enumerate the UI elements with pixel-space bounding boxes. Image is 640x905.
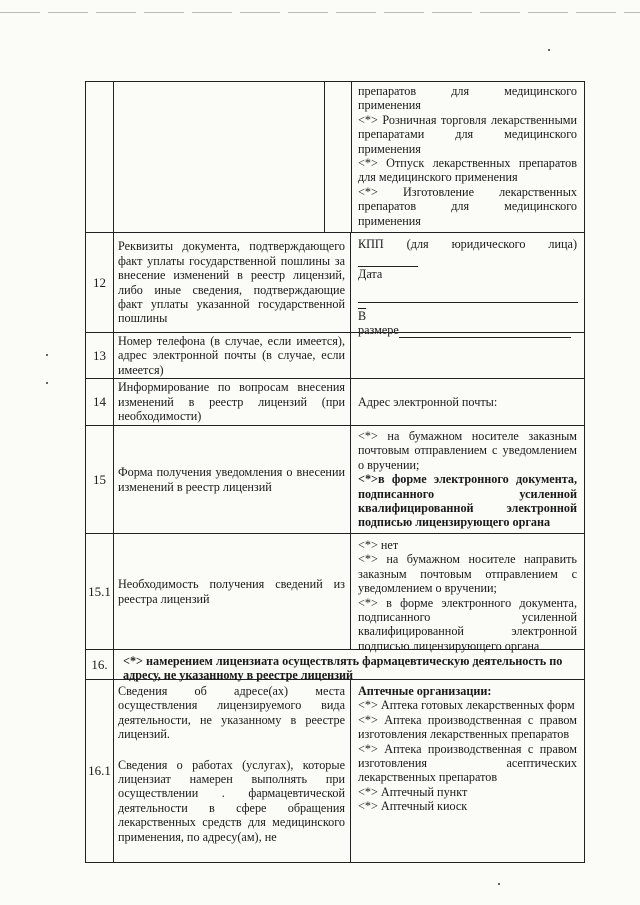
option-electronic[interactable]: <*> в форме электронного документа, подписанного усиленной квалифицированной электронной подписью лицензирующего органа [358,595,577,653]
list-item: <*> Отпуск лекарственных препаратов для медицинского применения [358,156,577,185]
pharmacy-types-cell [351,680,584,862]
row-label-cell [113,82,325,232]
form-table [85,81,585,863]
v-label: В [358,308,367,323]
row-number: 13 [86,333,114,378]
amount-field[interactable]: размере [358,323,577,338]
table-row-12 [86,233,584,338]
row-label: Номер телефона (в случае, если имеется), адрес электронной почты (в случае, если имеется) [113,333,351,378]
row-number: 12 [86,233,114,332]
table-row-16-1 [86,680,584,862]
row-number: 15 [86,426,114,533]
row-label: Реквизиты документа, подтверждающего факт уплаты государственной пошлины за внесение изменений в реестр лицензий, либо иные сведения, подтверждающие факт уплаты указанной государственной пошлины [113,233,351,332]
notification-options-cell [351,426,584,533]
table-row-13 [86,333,584,379]
row-number: 15.1 [86,534,114,649]
scan-speck [498,883,500,885]
kpp-field[interactable]: КПП (для юридического лица) [358,237,577,267]
table-row-15-1 [86,534,584,653]
row-16-text[interactable]: <*> намерением лицензиата осуществлять фармацевтическую деятельность по адресу, не указанному в реестре лицензий [123,654,563,683]
list-item[interactable]: <*> Аптека готовых лекарственных форм [358,698,575,713]
option-no[interactable]: <*> нет [358,538,399,552]
table-row-14 [86,379,584,426]
list-item: <*> Розничная торговля лекарственными препаратами для медицинского применения [358,112,577,156]
row-number: 16.1 [86,680,114,862]
scan-speck [46,354,48,356]
scan-speck [548,49,550,51]
row-number: 14 [86,379,114,425]
list-item[interactable]: <*> Аптечный пункт [358,784,468,799]
row-number-cell [86,82,114,232]
pharmacy-heading: Аптечные организации: [358,684,492,698]
list-item: препаратов для медицинского применения [358,84,577,113]
row-label: Форма получения уведомления о внесении изменений в реестр лицензий [113,426,351,533]
list-item[interactable]: <*> Аптека производственная с правом изготовления лекарственных препаратов [358,712,577,742]
row-label: Сведения об адресе(ах) места осуществления лицензируемого вида деятельности, не указанному в реестре лицензий. Сведения о работах (услугах), которые лицензиат намерен выполнять при осуществлении . фармацевтической деятельности в сфере обращения лекарственных средств для медицинского применения, по адресу(ам), не [113,680,351,862]
contact-value-cell[interactable] [351,333,584,378]
option-paper[interactable]: <*> на бумажном носителе направить заказным почтовым отправлением с уведомлением о вручении; [358,552,577,596]
row-label: Информирование по вопросам внесения изменений в реестр лицензий (при необходимости) [113,379,351,425]
row-value-cell [351,82,584,232]
date-field[interactable]: Дата [358,266,383,281]
scan-artifact-line [0,12,640,13]
table-row-16 [86,650,584,683]
payment-details-cell [351,233,584,338]
row-label: Необходимость получения сведений из реестра лицензий [113,534,351,649]
table-row-15 [86,426,584,534]
list-item[interactable]: <*> Аптечный киоск [358,799,468,814]
row-extra-cell [325,82,352,232]
list-item[interactable]: <*> Аптека производственная с правом изготовления асептических лекарственных препаратов [358,741,577,785]
registry-options-cell [351,534,584,653]
table-row-continuation [86,82,584,233]
email-value-cell[interactable]: Адрес электронной почты: [358,394,498,409]
option-paper[interactable]: <*> на бумажном носителе заказным почтовым отправлением с уведомлением о вручении; [358,429,577,472]
row-number: 16. [86,650,114,679]
scan-speck [46,382,48,384]
list-item: <*> Изготовление лекарственных препаратов для медицинского применения [358,184,577,228]
option-electronic[interactable]: <*>в форме электронного документа, подписанного усиленной квалифицированной электронной подписью лицензирующего органа [358,472,577,530]
